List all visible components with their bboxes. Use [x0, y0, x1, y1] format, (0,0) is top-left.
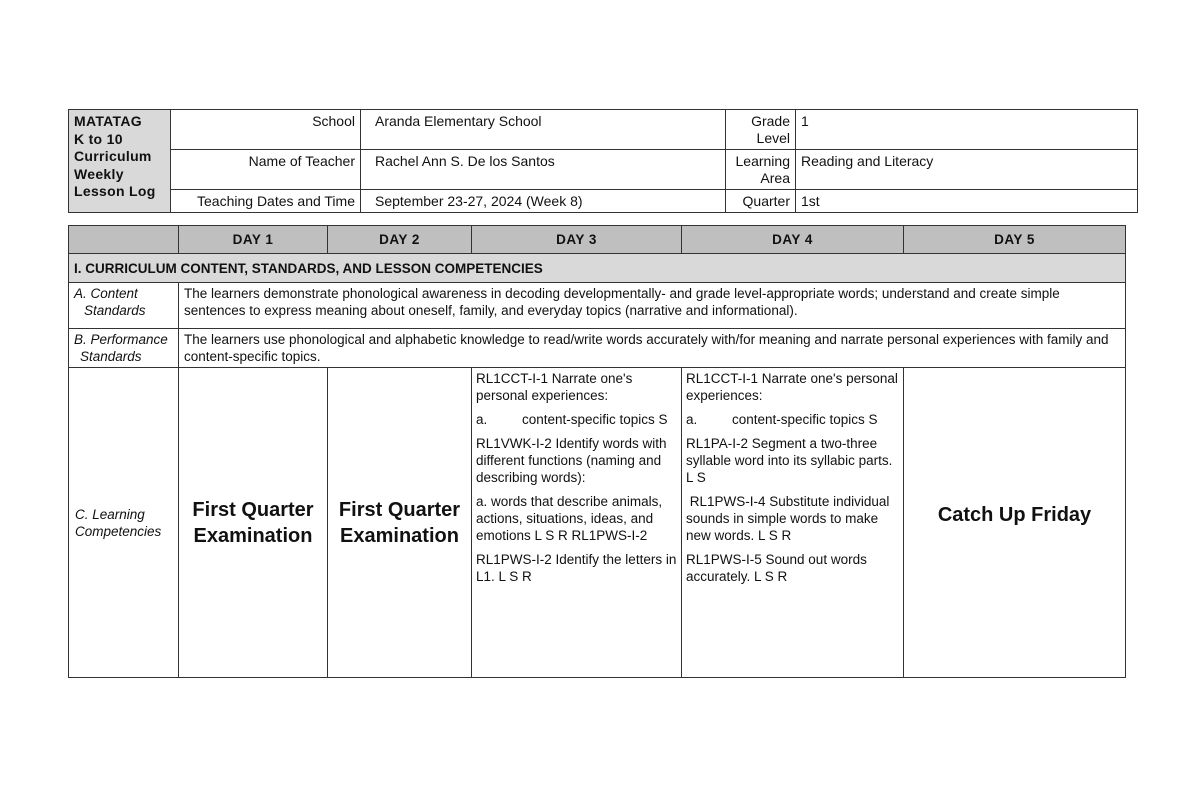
grade-level-label: [726, 110, 796, 150]
competency-subitem: a. words that describe animals, actions, situations, ideas, and emotions L S R RL1PWS-I-2: [476, 494, 663, 543]
log-title: [69, 110, 171, 213]
content-standards-text: The learners demonstrate phonological awareness in decoding developmentally- and grade level-appropriate words; understand and create simple sentences to express meaning about oneself, family, and everyday topics (narrative and informational).: [179, 283, 1126, 329]
section-row: [69, 254, 1126, 283]
grade-label-line: Level: [756, 130, 790, 146]
grade-level-value: 1: [796, 110, 1138, 150]
learning-area-label: [726, 150, 796, 190]
label-line: A. Content: [74, 286, 138, 301]
lesson-log-main-table: [68, 225, 1126, 678]
subitem-text: content-specific topics S: [522, 412, 668, 427]
performance-standards-text: The learners use phonological and alphabetic knowledge to read/write words accurately with/for meaning and narrate personal experiences with family and content-specific topics.: [179, 329, 1126, 368]
competency-item: RL1CCT-I-1 Narrate one's personal experiences:: [686, 371, 898, 403]
teacher-label: Name of Teacher: [171, 150, 361, 190]
log-title-line: K to 10: [74, 130, 123, 147]
log-title-line: Lesson Log: [74, 183, 156, 199]
learning-competencies-row: [69, 368, 1126, 678]
school-label: School: [171, 110, 361, 150]
content-standards-label: [69, 283, 179, 329]
dates-label: Teaching Dates and Time: [171, 190, 361, 213]
performance-standards-label: [69, 329, 179, 368]
day1-competency: First Quarter Examination: [179, 368, 328, 678]
day-header-row: [69, 226, 1126, 254]
day-header-blank: [69, 226, 179, 254]
list-marker: a.: [686, 412, 698, 427]
school-value: Aranda Elementary School: [361, 110, 726, 150]
list-marker: a.: [476, 412, 488, 427]
label-line: C. Learning: [75, 506, 145, 522]
teacher-value: Rachel Ann S. De los Santos: [361, 150, 726, 190]
day-header: DAY 4: [682, 226, 904, 254]
competency-item: RL1CCT-I-1 Narrate one's personal experiences:: [476, 371, 633, 403]
label-line: Competencies: [75, 523, 162, 539]
log-title-line: Curriculum: [74, 148, 152, 164]
label-line: B. Performance: [74, 332, 168, 347]
competency-item: RL1VWK-I-2 Identify words with different functions (naming and describing words):: [476, 436, 667, 485]
label-line: Standards: [84, 303, 146, 318]
competency-item: RL1PWS-I-5 Sound out words accurately. L S R: [686, 552, 867, 584]
day3-competency: [472, 368, 682, 678]
competency-item: RL1PA-I-2 Segment a two-three syllable word into its syllabic parts. L S: [686, 436, 893, 485]
area-label-line: Learning: [735, 153, 790, 169]
dates-value: September 23-27, 2024 (Week 8): [361, 190, 726, 213]
competency-item: RL1PWS-I-4 Substitute individual sounds in simple words to make new words. L S R: [686, 494, 894, 543]
quarter-value: 1st: [796, 190, 1138, 213]
day5-competency: Catch Up Friday: [904, 368, 1126, 678]
learning-area-value: Reading and Literacy: [796, 150, 1138, 190]
day-header: DAY 3: [472, 226, 682, 254]
competency-subitem: [476, 411, 677, 428]
day-header: DAY 5: [904, 226, 1126, 254]
grade-label-line: Grade: [751, 113, 790, 129]
day2-competency: First Quarter Examination: [328, 368, 472, 678]
quarter-label: Quarter: [726, 190, 796, 213]
day4-competency: [682, 368, 904, 678]
subitem-text: content-specific topics S: [732, 412, 878, 427]
day-header: DAY 1: [179, 226, 328, 254]
competency-subitem: [686, 411, 899, 428]
log-title-line: MATATAG: [74, 113, 142, 129]
label-line: Standards: [80, 349, 142, 364]
content-standards-row: [69, 283, 1126, 329]
lesson-log-header-table: [68, 109, 1138, 213]
area-label-line: Area: [760, 170, 790, 186]
competency-item: RL1PWS-I-2 Identify the letters in L1. L S R: [476, 552, 677, 584]
log-title-line: Weekly: [74, 165, 124, 182]
learning-competencies-label: [69, 368, 179, 678]
performance-standards-row: [69, 329, 1126, 368]
section-title: I. CURRICULUM CONTENT, STANDARDS, AND LESSON COMPETENCIES: [69, 254, 1126, 283]
day-header: DAY 2: [328, 226, 472, 254]
